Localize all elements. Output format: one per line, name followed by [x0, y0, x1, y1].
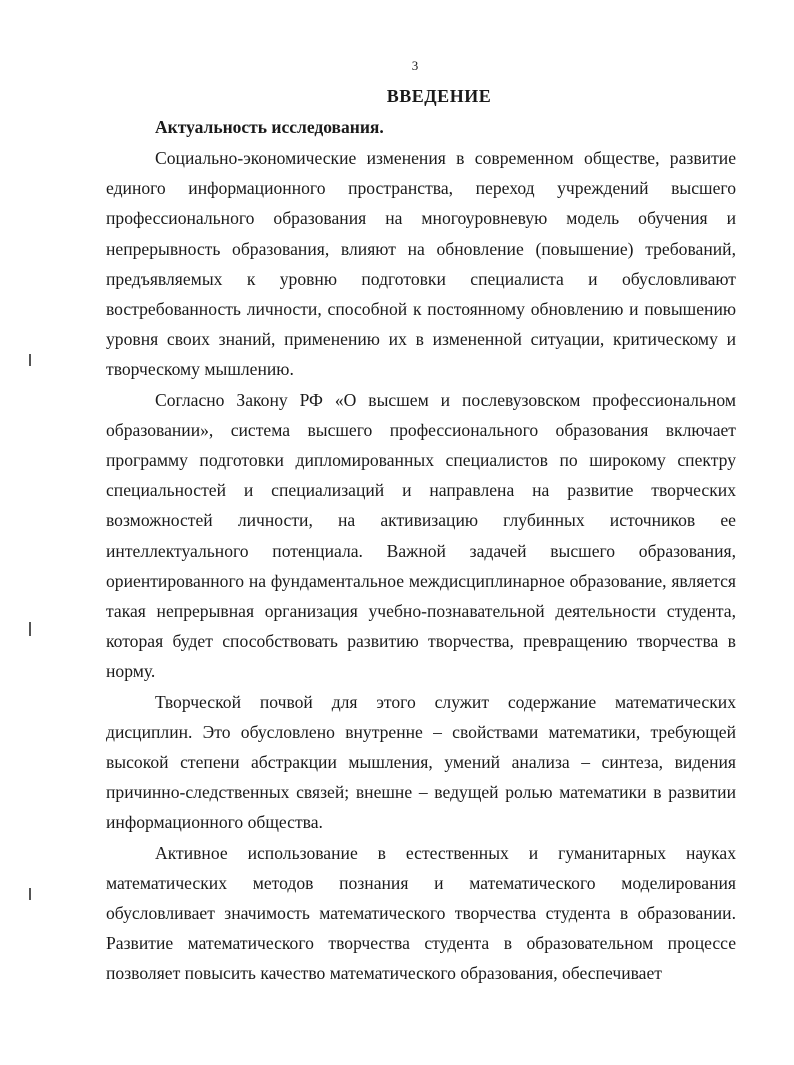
- body-text: [106, 143, 736, 989]
- page-number: 3: [411, 58, 419, 73]
- paragraph: Согласно Закону РФ «О высшем и послевузовском профессиональном образовании», система высшего профессионального образования включает программу подготовки дипломированных специалистов по широкому спектру специальностей и специализаций и направлена на развитие творческих возможностей личности, на активизацию глубинных источников ее интеллектуального потенциала. Важной задачей высшего образования, ориентированного на фундаментальное междисциплинарное образование, является такая непрерывная организация учебно-познавательной деятельности студента, которая будет способствовать развитию творчества, превращению творчества в норму.: [106, 389, 736, 682]
- subsection-heading: Актуальность исследования.: [155, 117, 384, 137]
- scan-margin-mark: [29, 354, 31, 366]
- scan-margin-mark: [29, 888, 31, 900]
- paragraph: Социально-экономические изменения в современном обществе, развитие единого информационного пространства, переход учреждений высшего профессионального образования на многоуровневую модель обучения и непрерывность образования, влияют на обновление (повышение) требований, предъявляемых к уровню подготовки специалиста и обусловливают востребованность личности, способной к постоянному обновлению и повышению уровня своих знаний, применению их в измененной ситуации, критическому и творческому мышлению.: [106, 148, 736, 380]
- paragraph: Творческой почвой для этого служит содержание математических дисциплин. Это обусловлено внутренне – свойствами математики, требующей высокой степени абстракции мышления, умений анализа – синтеза, видения причинно-следственных связей; внешне – ведущей ролью математики в развитии информационного общества.: [106, 691, 736, 833]
- paragraph: Активное использование в естественных и гуманитарных науках математических методов познания и математического моделирования обусловливает значимость математического творчества студента в образовании. Развитие математического творчества студента в образовательном процессе позволяет повысить качество математического образования, обеспечивает: [106, 842, 736, 984]
- section-heading: ВВЕДЕНИЕ: [386, 86, 492, 106]
- scan-margin-mark: [29, 622, 31, 636]
